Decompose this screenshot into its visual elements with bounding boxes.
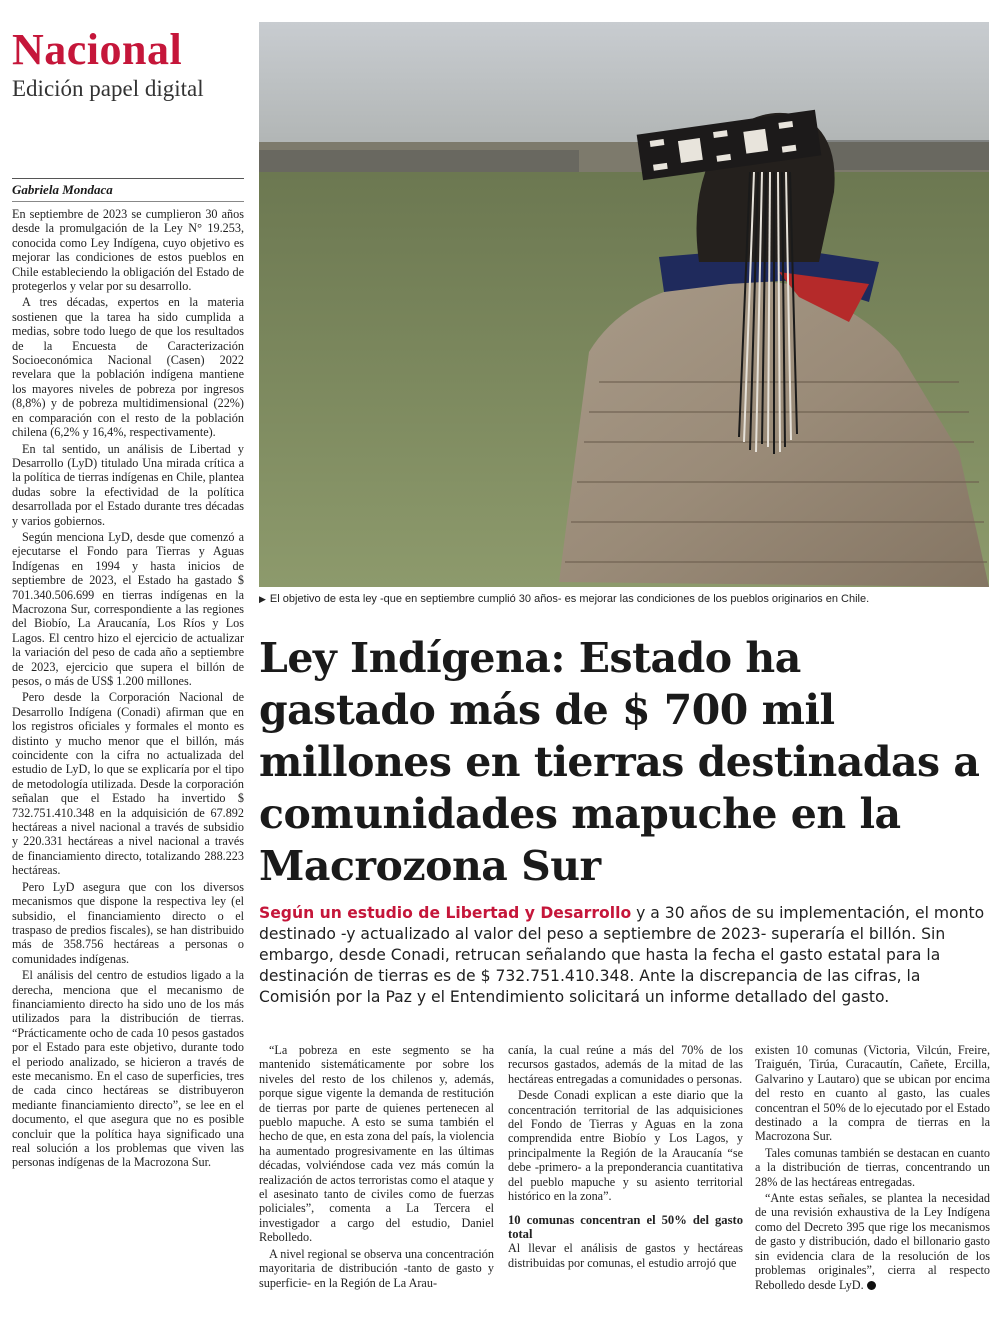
edition-label: Edición papel digital bbox=[12, 76, 204, 101]
article-photo bbox=[259, 22, 989, 587]
caption-marker-icon: ▶ bbox=[259, 594, 266, 604]
paragraph: Desde Conadi explican a este diario que la concentración territorial de las adquisiciones del Fondo de Tierras y Aguas en la zona comprendida entre Biobío y Los Lagos, y principalmente la Región de la Araucanía “se debe -primero- a la preponderancia cuantitativa del pueblo mapuche y su asiento territorial histórico en la zona”. bbox=[508, 1088, 743, 1204]
paragraph: Pero desde la Corporación Nacional de Desarrollo Indígena (Conadi) afirman que en los registros oficiales y formales el monto es distinto y mucho menor que el billón, más coincidente con la cifra no actualizada del estudio de LyD, lo que se explicaría por el tipo de metodología utilizada. Desde la corporación señalan que el Estado ha invertido $ 732.751.410.348 en la adquisición de 67.892 hectáreas a nivel nacional a través de subsidio y 220.331 hectáreas a nivel nacional a través de financiamiento directo, totalizando 288.223 hectáreas. bbox=[12, 690, 244, 878]
lede bbox=[259, 903, 989, 1008]
paragraph: existen 10 comunas (Victoria, Vilcún, Freire, Traiguén, Tirúa, Curacautín, Cañete, Ercilla, Galvarino y Lautaro) que se ubican por encima del resto en cuanto al gasto, las cuales concentran el 50% de lo ejecutado por el Estado destinado a la compra de tierras en la Macrozona Sur. bbox=[755, 1043, 990, 1144]
paragraph: Tales comunas también se destacan en cuanto a la distribución de tierras, concentrando un 28% de las hectáreas entregadas. bbox=[755, 1145, 990, 1189]
body-column-2 bbox=[508, 1043, 743, 1323]
photo-caption bbox=[259, 592, 989, 606]
paragraph: En septiembre de 2023 se cumplieron 30 años desde la promulgación de la Ley N° 19.253, conocida como Ley Indígena, cuyo objetivo es mejorar las condiciones de estos pueblos en Chile estableciendo la obligación del Estado de protegerlos y velar por su desarrollo. bbox=[12, 207, 244, 294]
paragraph: A tres décadas, expertos en la materia sostienen que la tarea ha sido cumplida a medias, sobre todo luego de que los resultados de la Encuesta de Caracterización Socioeconómica Nacional (Casen) 2022 revelara que la población indígena mantiene los mayores niveles de pobreza por ingresos (8,8%) y de pobreza multidimensional (22%) en comparación con el resto de la población chilena (6,2% y 16,4%, respectivamente). bbox=[12, 295, 244, 440]
paragraph: El análisis del centro de estudios ligado a la derecha, menciona que el mecanismo de financiamiento directo ha sido uno de los más utilizados para la distribución de tierras. “Prácticamente ocho de cada 10 pesos gastados por el Estado para este objetivo, durante todo el periodo analizado, se hicieron a través de este mecanismo. En el caso de superficies, tres de cada cinco hectáreas se distribuyeron mediante financiamiento directo”, se lee en el documento, el que asegura que no es posible concluir que la política haya significado una real solución a los problemas que viven las personas indígenas de la Macrozona Sur. bbox=[12, 968, 244, 1170]
paragraph bbox=[755, 1191, 990, 1292]
body-column-1 bbox=[259, 1043, 494, 1323]
body-column-3 bbox=[755, 1043, 990, 1323]
divider bbox=[12, 178, 244, 179]
paragraph: Al llevar el análisis de gastos y hectáreas distribuidas por comunas, el estudio arrojó que bbox=[508, 1241, 743, 1270]
paragraph-text: “Ante estas señales, se plantea la necesidad de una revisión exhaustiva de la Ley Indígena como del Decreto 395 que rige los mecanismos de gasto y distribución, dado el billonario gasto sin evidencia clara de la resolución de los problemas originales”, cierra al respecto Rebolledo desde LyD. bbox=[755, 1191, 990, 1292]
byline: Gabriela Mondaca bbox=[12, 182, 113, 197]
paragraph: Según menciona LyD, desde que comenzó a ejecutarse el Fondo para Tierras y Aguas Indígenas en 1994 y hasta inicios de septiembre de 2023, el Estado ha gastado $ 701.340.506.699 en tierras indígenas en la Macrozona Sur, correspondiente a las regiones del Biobío, La Araucanía, Los Ríos y Los Lagos. El centro hizo el ejercicio de actualizar la variación del peso de cada año a septiembre de 2023, ejercicio que supera el billón de pesos, o más de US$ 1.200 millones. bbox=[12, 529, 244, 688]
subheading: 10 comunas concentran el 50% del gasto total bbox=[508, 1213, 743, 1242]
end-mark-icon bbox=[867, 1281, 876, 1290]
paragraph: A nivel regional se observa una concentración mayoritaria de distribución -tanto de gasto y superficie- en la Región de La Arau- bbox=[259, 1246, 494, 1290]
paragraph: “La pobreza en este segmento se ha mantenido sistemáticamente por sobre los niveles del resto de los chilenos y, además, porque sigue vigente la demanda de restitución de tierras por parte de quienes pertenecen al pueblo mapuche. A esto se suma también el hecho de que, en esta zona del país, la violencia ha aumentado progresivamente en las últimas décadas, volviéndose cada vez más común la realización de actos terroristas como el ataque y el asesinato tanto de civiles como de fuerzas policiales”, comenta a La Tercera el investigador a cargo del estudio, Daniel Rebolledo. bbox=[259, 1043, 494, 1245]
divider bbox=[12, 201, 244, 202]
paragraph: Pero LyD asegura que con los diversos mecanismos que dispone la respectiva ley (el subsidio, el financiamiento directo o el traspaso de predios fiscales), se han distribuido más de 358.756 hectáreas a personas o comunidades indígenas. bbox=[12, 879, 244, 966]
body-column-left bbox=[12, 207, 244, 1323]
section-title: Nacional bbox=[12, 25, 183, 74]
lede-highlight: Según un estudio de Libertad y Desarrollo bbox=[259, 904, 632, 922]
caption-text: El objetivo de esta ley -que en septiembre cumplió 30 años- es mejorar las condiciones de los pueblos originarios en Chile. bbox=[269, 593, 870, 605]
paragraph: En tal sentido, un análisis de Libertad y Desarrollo (LyD) titulado Una mirada crítica a la política de tierras indígenas en Chile, plantea dudas sobre la efectividad de la política desarrollada por el Estado durante tres décadas y varios gobiernos. bbox=[12, 441, 244, 528]
headline: Ley Indígena: Estado ha gastado más de $ 700 mil millones en tierras destinadas a comunidades mapuche en la Macrozona Sur bbox=[259, 634, 980, 890]
paragraph: canía, la cual reúne a más del 70% de los recursos gastados, además de la mitad de las hectáreas entregadas a comunidades o personas. bbox=[508, 1043, 743, 1086]
lede-text: y a 30 años de su implementación, el monto destinado -y actualizado al valor del peso a septiembre de 2023- superaría el billón. Sin embargo, desde Conadi, retrucan señalando que hasta la fecha el gasto estatal para la destinación de tierras es de $ 732.751.410.348. Ante la discrepancia de las cifras, la Comisión por la Paz y el Entendimiento solicitará un informe detallado del gasto. bbox=[259, 904, 985, 1006]
